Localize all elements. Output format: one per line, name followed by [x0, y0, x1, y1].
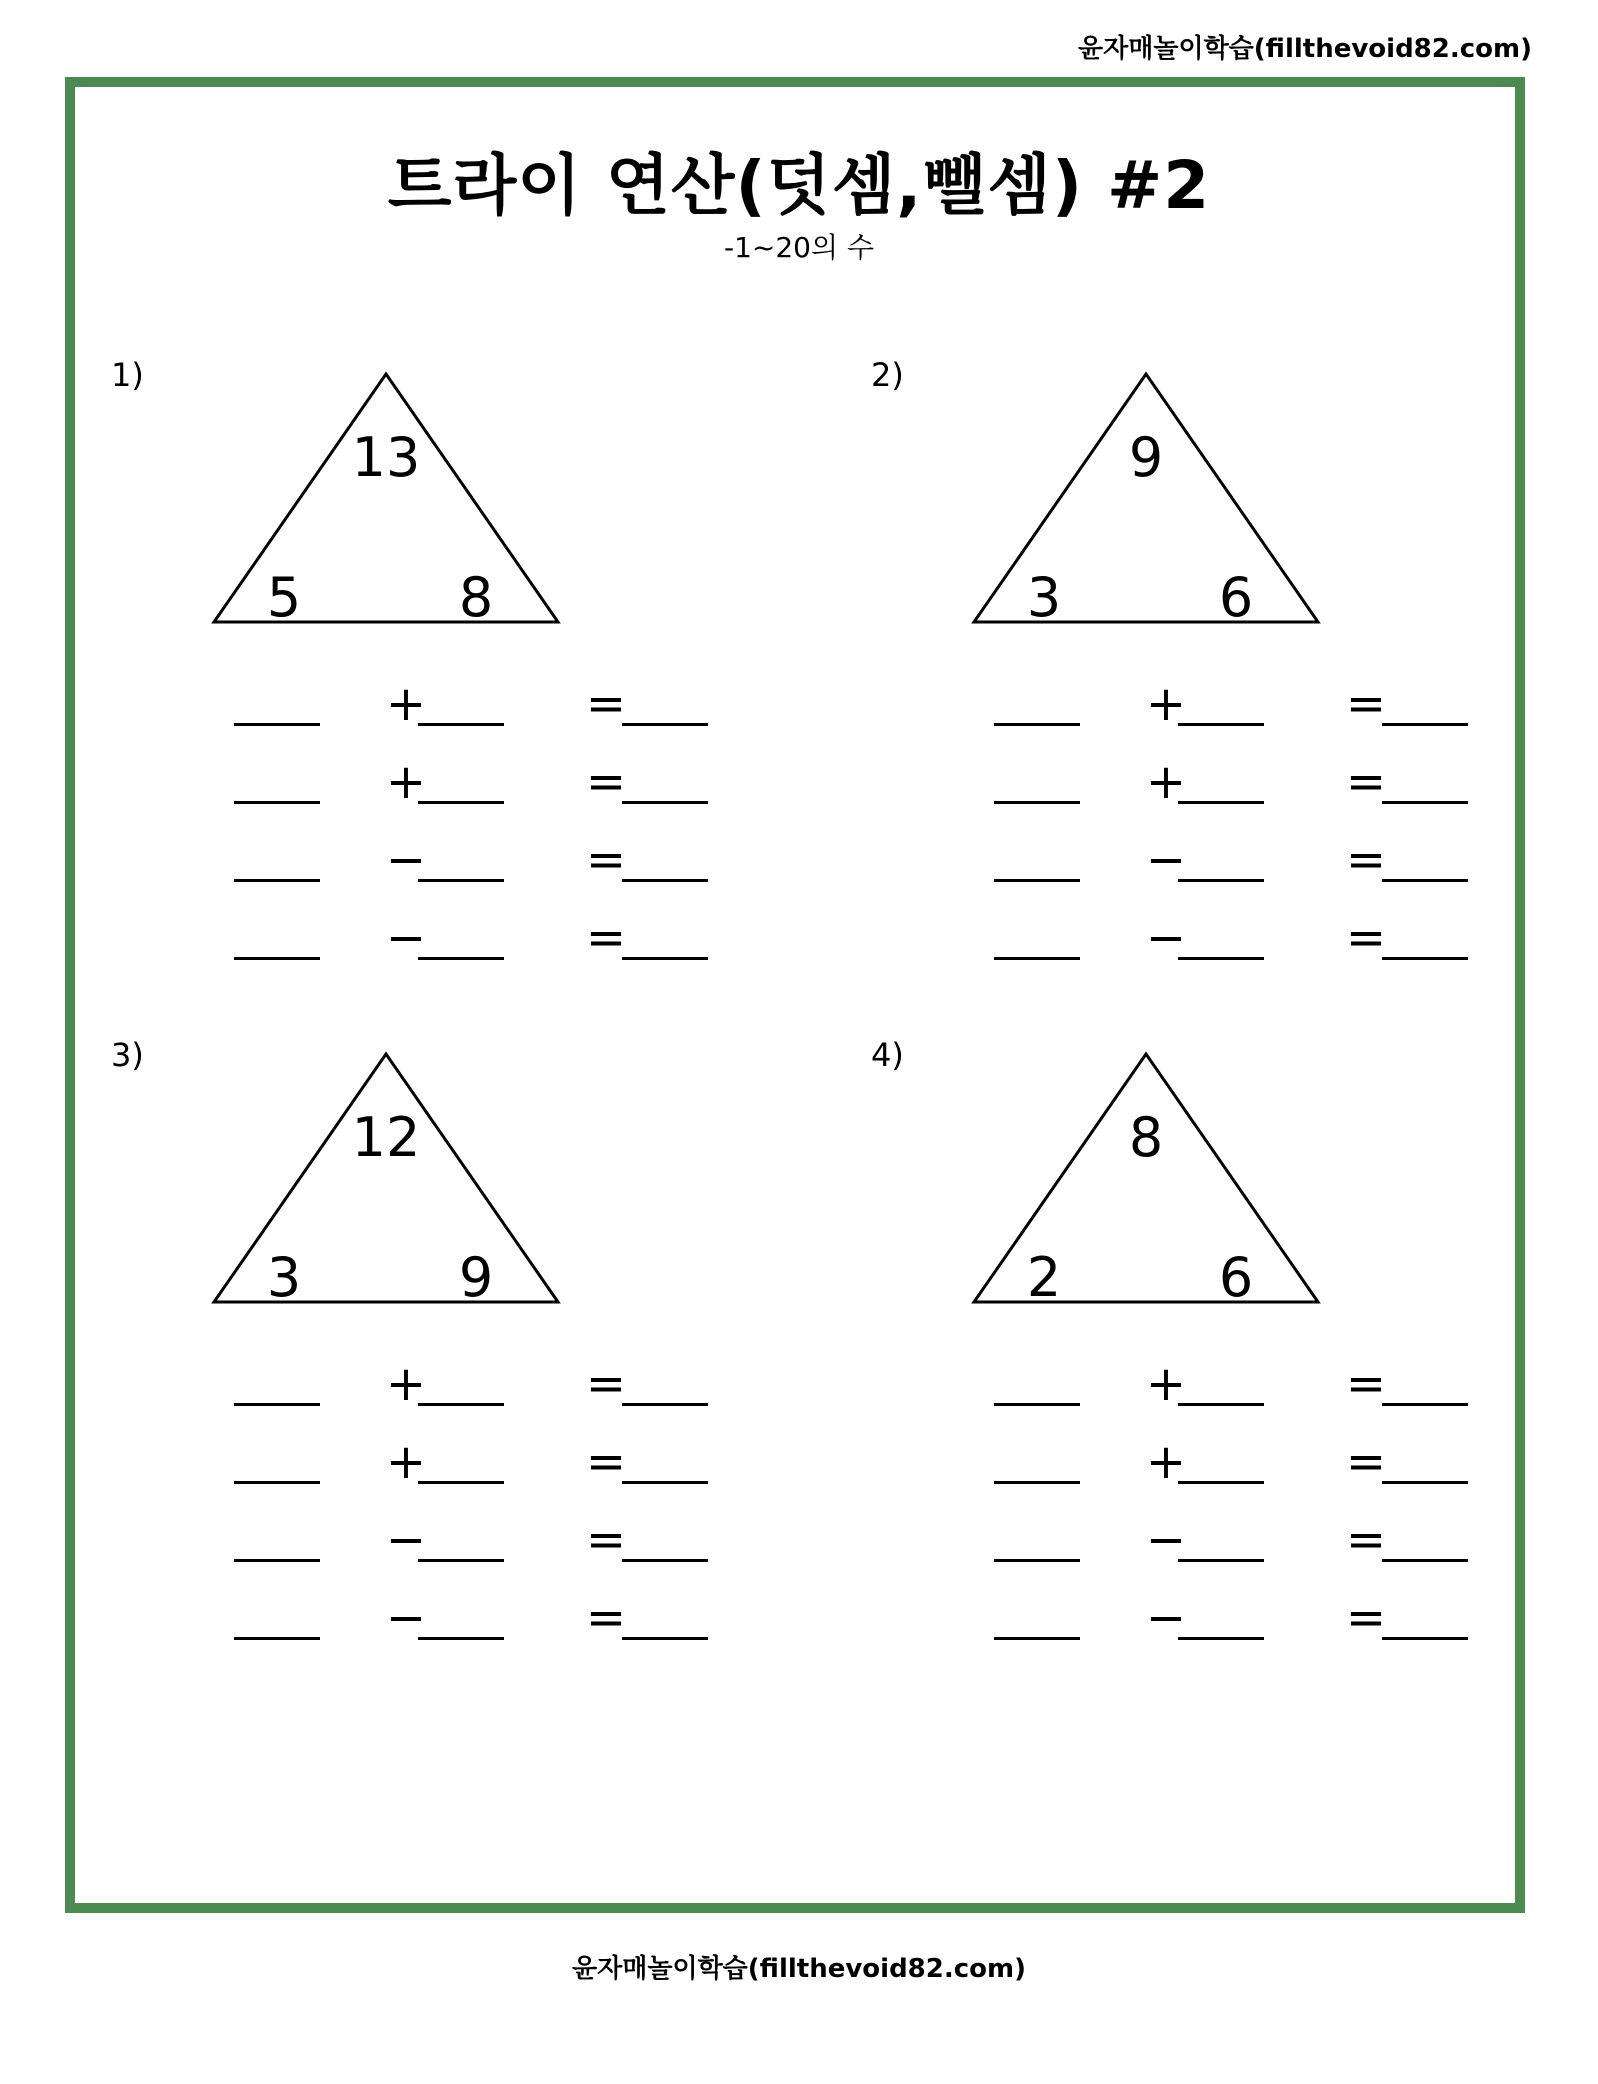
equation-row — [66, 1590, 806, 1650]
answer-blank[interactable] — [994, 1403, 1080, 1406]
number-triangle — [206, 372, 566, 634]
worksheet-title: 트라이 연산(덧셈,뺄셈) #2 — [387, 147, 1211, 224]
operator-sign: − — [385, 1590, 427, 1646]
equation-row — [66, 832, 806, 892]
answer-blank[interactable] — [234, 723, 320, 726]
site-footer: 윤자매놀이학습(fillthevoid82.com) — [571, 1954, 1026, 1984]
operator-sign: − — [385, 910, 427, 966]
answer-blank[interactable] — [234, 1559, 320, 1562]
worksheet-subtitle: -1~20의 수 — [723, 231, 874, 264]
triangle-right-number: 9 — [458, 1246, 494, 1309]
operator-sign: − — [1145, 910, 1187, 966]
equals-sign: = — [585, 1356, 627, 1412]
number-triangle — [966, 1052, 1326, 1314]
answer-blank[interactable] — [622, 879, 708, 882]
answer-blank[interactable] — [1382, 1403, 1468, 1406]
operator-sign: + — [1145, 676, 1187, 732]
answer-blank[interactable] — [994, 801, 1080, 804]
equation-row — [826, 1434, 1566, 1494]
operator-sign: − — [1145, 1590, 1187, 1646]
operator-sign: + — [1145, 1356, 1187, 1412]
equation-row — [826, 754, 1566, 814]
equals-sign: = — [585, 676, 627, 732]
answer-blank[interactable] — [1382, 1637, 1468, 1640]
operator-sign: − — [1145, 832, 1187, 888]
answer-blank[interactable] — [234, 801, 320, 804]
equals-sign: = — [585, 1434, 627, 1490]
triangle-left-number: 2 — [1026, 1246, 1062, 1309]
operator-sign: − — [385, 1512, 427, 1568]
problem-3 — [66, 1036, 806, 1676]
site-header: 윤자매놀이학습(fillthevoid82.com) — [1077, 34, 1532, 64]
equals-sign: = — [1345, 1512, 1387, 1568]
answer-blank[interactable] — [622, 1481, 708, 1484]
answer-blank[interactable] — [234, 957, 320, 960]
equals-sign: = — [585, 754, 627, 810]
answer-blank[interactable] — [1382, 957, 1468, 960]
equation-row — [66, 1512, 806, 1572]
equation-row — [66, 910, 806, 970]
problem-number: 4) — [871, 1036, 904, 1074]
equation-row — [66, 676, 806, 736]
triangle-left-number: 3 — [266, 1246, 302, 1309]
triangle-top-number: 9 — [1128, 426, 1164, 489]
triangle-top-number: 8 — [1128, 1106, 1164, 1169]
equation-row — [826, 1356, 1566, 1416]
equals-sign: = — [585, 910, 627, 966]
operator-sign: + — [1145, 1434, 1187, 1490]
equation-row — [826, 832, 1566, 892]
answer-blank[interactable] — [994, 1481, 1080, 1484]
answer-blank[interactable] — [234, 1637, 320, 1640]
operator-sign: + — [385, 1356, 427, 1412]
triangle-left-number: 3 — [1026, 566, 1062, 629]
problem-4 — [826, 1036, 1566, 1676]
triangle-outline — [974, 1054, 1318, 1302]
triangle-top-number: 12 — [351, 1106, 421, 1169]
equals-sign: = — [585, 1590, 627, 1646]
answer-blank[interactable] — [994, 957, 1080, 960]
triangle-left-number: 5 — [266, 566, 302, 629]
answer-blank[interactable] — [994, 723, 1080, 726]
triangle-outline — [974, 374, 1318, 622]
answer-blank[interactable] — [994, 1559, 1080, 1562]
answer-blank[interactable] — [1382, 1481, 1468, 1484]
answer-blank[interactable] — [622, 957, 708, 960]
operator-sign: − — [1145, 1512, 1187, 1568]
equation-row — [66, 754, 806, 814]
problem-2 — [826, 356, 1566, 996]
equation-row — [66, 1356, 806, 1416]
problem-number: 3) — [111, 1036, 144, 1074]
answer-blank[interactable] — [1382, 801, 1468, 804]
equals-sign: = — [1345, 910, 1387, 966]
equation-row — [826, 910, 1566, 970]
triangle-outline — [214, 1054, 558, 1302]
equation-row — [826, 676, 1566, 736]
number-triangle — [206, 1052, 566, 1314]
answer-blank[interactable] — [622, 1637, 708, 1640]
problem-number: 1) — [111, 356, 144, 394]
answer-blank[interactable] — [1382, 1559, 1468, 1562]
equals-sign: = — [1345, 1590, 1387, 1646]
equals-sign: = — [1345, 676, 1387, 732]
triangle-top-number: 13 — [351, 426, 421, 489]
number-triangle — [966, 372, 1326, 634]
answer-blank[interactable] — [234, 1481, 320, 1484]
answer-blank[interactable] — [622, 723, 708, 726]
operator-sign: − — [385, 832, 427, 888]
answer-blank[interactable] — [1382, 879, 1468, 882]
triangle-right-number: 6 — [1218, 1246, 1254, 1309]
equals-sign: = — [585, 832, 627, 888]
answer-blank[interactable] — [1382, 723, 1468, 726]
equals-sign: = — [1345, 832, 1387, 888]
equals-sign: = — [1345, 1356, 1387, 1412]
equation-row — [826, 1590, 1566, 1650]
answer-blank[interactable] — [994, 1637, 1080, 1640]
answer-blank[interactable] — [622, 801, 708, 804]
operator-sign: + — [1145, 754, 1187, 810]
answer-blank[interactable] — [234, 879, 320, 882]
problem-1 — [66, 356, 806, 996]
answer-blank[interactable] — [994, 879, 1080, 882]
equals-sign: = — [585, 1512, 627, 1568]
triangle-right-number: 8 — [458, 566, 494, 629]
operator-sign: + — [385, 1434, 427, 1490]
problem-number: 2) — [871, 356, 904, 394]
answer-blank[interactable] — [622, 1403, 708, 1406]
answer-blank[interactable] — [622, 1559, 708, 1562]
operator-sign: + — [385, 754, 427, 810]
answer-blank[interactable] — [234, 1403, 320, 1406]
equals-sign: = — [1345, 1434, 1387, 1490]
equals-sign: = — [1345, 754, 1387, 810]
operator-sign: + — [385, 676, 427, 732]
equation-row — [66, 1434, 806, 1494]
triangle-outline — [214, 374, 558, 622]
triangle-right-number: 6 — [1218, 566, 1254, 629]
equation-row — [826, 1512, 1566, 1572]
